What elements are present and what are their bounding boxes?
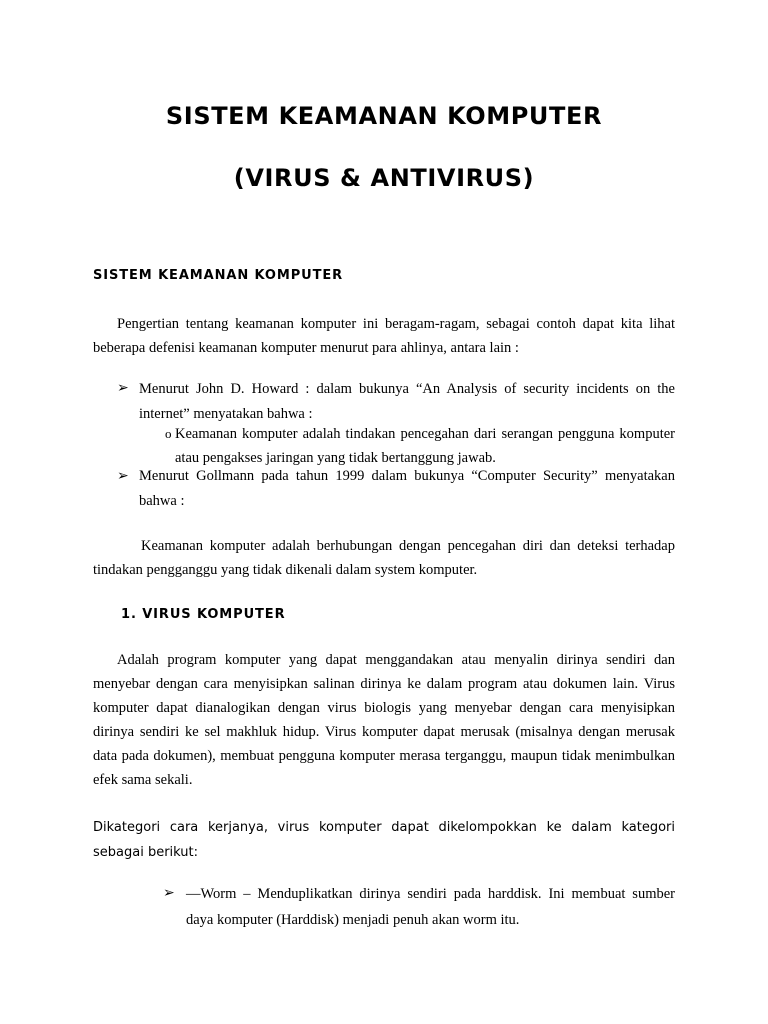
section-heading-keamanan: SISTEM KEAMANAN KOMPUTER <box>93 268 344 283</box>
bullet-howard-definition: Keamanan komputer adalah tindakan pencegahan dari serangan pengguna komputer atau pengakses jaringan yang tidak bertanggung jawab. <box>175 426 675 466</box>
document-title: SISTEM KEAMANAN KOMPUTER <box>165 102 603 130</box>
gollmann-quote: Keamanan komputer adalah berhubungan dengan pencegahan diri dan deteksi terhadap tindakan pengganggu yang tidak dikenali dalam system komputer. <box>93 538 675 578</box>
bullet-worm: —Worm – Menduplikatkan dirinya sendiri pada harddisk. Ini membuat sumber daya komputer (Harddisk) menjadi penuh akan worm itu. <box>186 886 675 928</box>
arrow-bullet-icon: ➢ <box>117 381 129 396</box>
bullet-gollmann: Menurut Gollmann pada tahun 1999 dalam bukunya “Computer Security” menyatakan bahwa : <box>139 468 675 509</box>
document-subtitle: (VIRUS & ANTIVIRUS) <box>233 164 535 192</box>
circle-bullet-icon: o <box>165 426 172 441</box>
section-heading-virus: 1. VIRUS KOMPUTER <box>121 607 286 622</box>
virus-category-paragraph: Dikategori cara kerjanya, virus komputer dapat dikelompokkan ke dalam kategori sebagai berikut: <box>93 820 675 860</box>
bullet-howard: Menurut John D. Howard : dalam bukunya “An Analysis of security incidents on the internet” menyatakan bahwa : <box>139 381 675 422</box>
virus-definition-paragraph: Adalah program komputer yang dapat menggandakan atau menyalin dirinya sendiri dan menyebar dengan cara menyisipkan salinan dirinya ke dalam program atau dokumen lain. Virus komputer dapat dianalogikan dengan virus biologis yang menyebar dengan cara menyisipkan dirinya sendiri ke sel makhluk hidup. Virus komputer dapat merusak (misalnya dengan merusak data pada dokumen), membuat pengguna komputer merasa terganggu, maupun tidak menimbulkan efek sama sekali. <box>93 652 675 788</box>
arrow-bullet-icon: ➢ <box>163 886 175 901</box>
arrow-bullet-icon: ➢ <box>117 469 129 484</box>
intro-paragraph: Pengertian tentang keamanan komputer ini beragam-ragam, sebagai contoh dapat kita lihat beberapa defenisi keamanan komputer menurut para ahlinya, antara lain : <box>93 316 675 356</box>
